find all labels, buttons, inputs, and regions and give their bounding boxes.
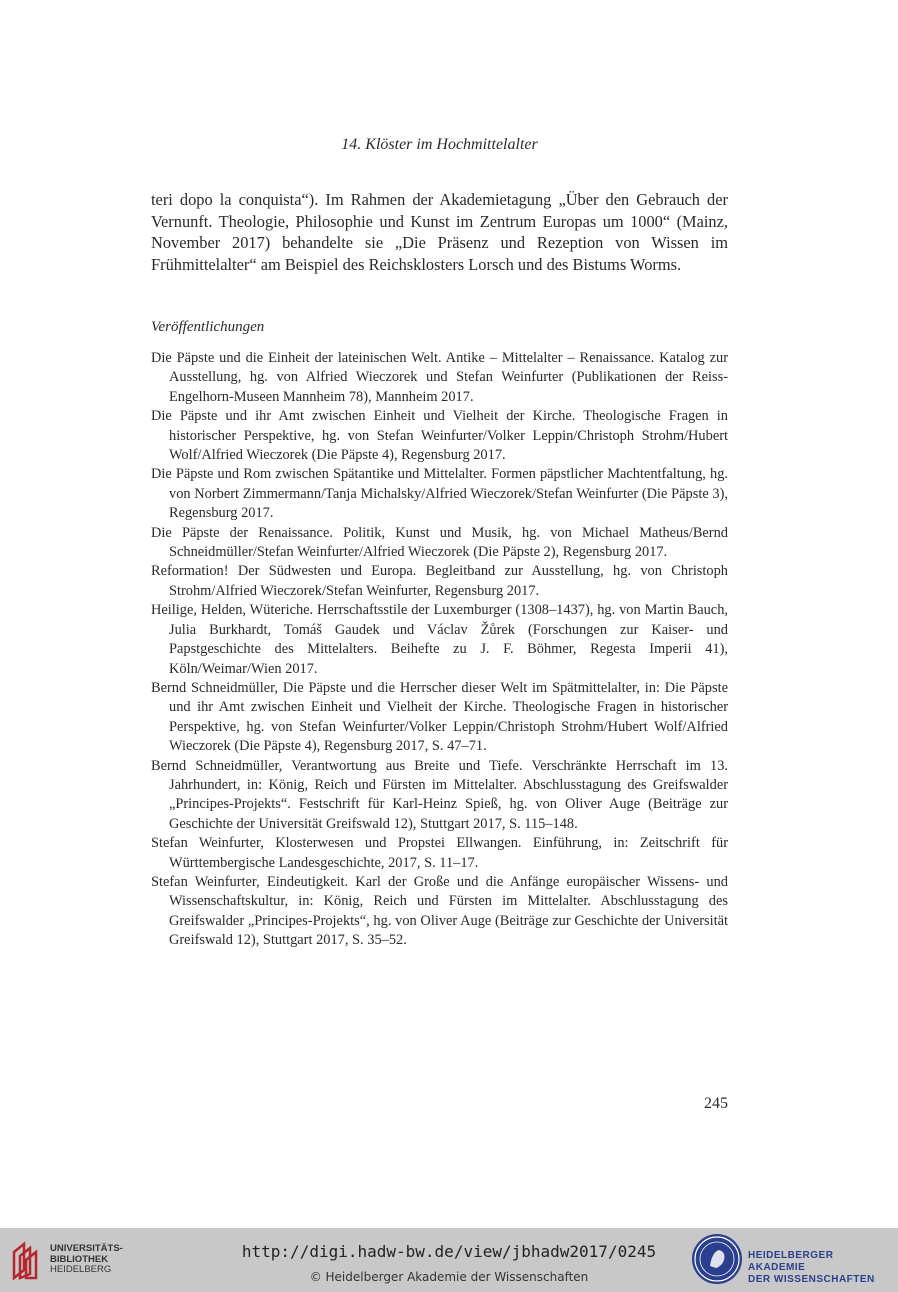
- publication-item: Heilige, Helden, Wüteriche. Herrschaftsstile der Luxemburger (1308–1437), hg. von Martin Bauch, Julia Burkhardt, Tomáš Gaudek und Václav Žůrek (Forschungen zur Kaiser- und Papstgeschichte des Mittelalters. Beihefte zu J. F. Böhmer, Regesta Imperii 41), Köln/Weimar/Wien 2017.: [151, 602, 728, 677]
- page-number: 245: [704, 1095, 728, 1112]
- running-head: 14. Klöster im Hochmittelalter: [341, 136, 538, 153]
- copyright-notice: © Heidelberger Akademie der Wissenschaften: [309, 1270, 589, 1284]
- ub-logo-line-1: UNIVERSITÄTS-: [50, 1243, 123, 1254]
- academy-logo-line-1: HEIDELBERGER AKADEMIE: [748, 1250, 834, 1273]
- publication-item: Die Päpste und Rom zwischen Spätantike und Mittelalter. Formen päpstlicher Machtentfaltung, hg. von Norbert Zimmermann/Tanja Michalsky/Alfried Wieczorek/Stefan Weinfurter (Die Päpste 3), Regensburg 2017.: [151, 466, 728, 522]
- ub-logo-line-2: BIBLIOTHEK: [50, 1253, 109, 1265]
- academy-logo-text: [748, 1250, 892, 1286]
- intro-paragraph: [151, 189, 728, 275]
- publication-item: Die Päpste der Renaissance. Politik, Kunst und Musik, hg. von Michael Matheus/Bernd Schneidmüller/Stefan Weinfurter/Alfried Wieczorek (Die Päpste 2), Regensburg 2017.: [151, 524, 728, 561]
- intro-text: teri dopo la conquista“). Im Rahmen der Akademietagung „Über den Gebrauch der Vernunft. Theologie, Philosophie und Kunst im Zentrum Europas um 1000“ (Mainz, November 2017) behandelte sie „Die Präsenz und Rezeption von Wissen im Frühmittelalter“ am Beispiel des Reichsklosters Lorsch und des Bistums Worms.: [151, 190, 728, 274]
- permalink-url[interactable]: http://digi.hadw-bw.de/view/jbhadw2017/0245: [241, 1242, 657, 1261]
- publication-item: Bernd Schneidmüller, Verantwortung aus Breite und Tiefe. Verschränkte Herrschaft im 13. Jahrhundert, in: König, Reich und Fürsten im Mittelalter. Abschlusstagung des Greifswalder „Principes-Projekts“. Festschrift für Karl-Heinz Spieß, hg. von Oliver Auge (Beiträge zur Geschichte der Universität Greifswald 12), Stuttgart 2017, S. 115–148.: [151, 757, 728, 832]
- section-heading-publications: Veröffentlichungen: [151, 319, 265, 335]
- publication-item: Stefan Weinfurter, Klosterwesen und Propstei Ellwangen. Einführung, in: Zeitschrift für Württembergische Landesgeschichte, 2017, S. 11–17.: [151, 835, 728, 871]
- academy-logo[interactable]: [692, 1234, 892, 1286]
- publication-item: Bernd Schneidmüller, Die Päpste und die Herrscher dieser Welt im Spätmittelalter, in: Die Päpste und ihr Amt zwischen Einheit und Vielheit der Kirche. Theologische Fragen in historischer Perspektive, hg. von Stefan Weinfurter/Volker Leppin/Christoph Strohm/Hubert Wolf/Alfried Wieczorek (Die Päpste 4), Regensburg 2017, S. 47–71.: [151, 679, 728, 755]
- ub-logo-line-3: HEIDELBERG: [50, 1264, 112, 1275]
- publication-item: Die Päpste und die Einheit der lateinischen Welt. Antike – Mittelalter – Renaissance. Katalog zur Ausstellung, hg. von Alfried Wieczorek und Stefan Weinfurter (Publikationen der Reiss-Engelhorn-Museen Mannheim 78), Mannheim 2017.: [151, 350, 728, 405]
- publication-item: Stefan Weinfurter, Eindeutigkeit. Karl der Große und die Anfänge europäischer Wissens- und Wissenschaftskultur, in: König, Reich und Fürsten im Mittelalter. Abschlusstagung des Greifswalder „Principes-Projekts“, hg. von Oliver Auge (Beiträge zur Geschichte der Universität Greifswald 12), Stuttgart 2017, S. 35–52.: [151, 873, 728, 949]
- academy-logo-line-2: DER WISSENSCHAFTEN: [748, 1274, 875, 1285]
- publication-item: Reformation! Der Südwesten und Europa. Begleitband zur Ausstellung, hg. von Christoph Strohm/Alfried Wieczorek/Stefan Weinfurter, Regensburg 2017.: [151, 563, 728, 599]
- publication-list: [151, 349, 728, 951]
- academy-seal-graphic: [692, 1234, 742, 1284]
- academy-seal-icon: [692, 1234, 742, 1284]
- footer-bar: [0, 1228, 898, 1292]
- publication-item: Die Päpste und ihr Amt zwischen Einheit und Vielheit der Kirche. Theologische Fragen in historischer Perspektive, hg. von Stefan Weinfurter/Volker Leppin/Christoph Strohm/Hubert Wolf/Alfried Wieczorek (Die Päpste 4), Regensburg 2017.: [151, 408, 728, 464]
